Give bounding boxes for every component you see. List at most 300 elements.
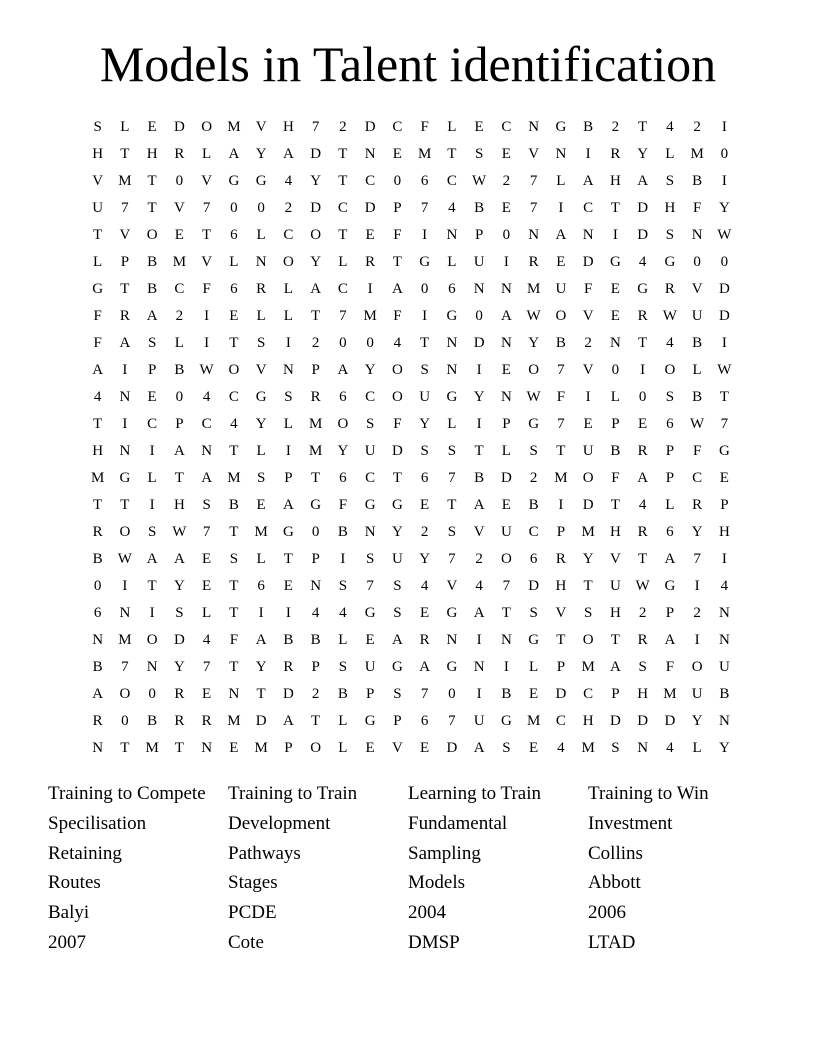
word-list-item: Training to Train [228,783,358,804]
grid-cell: 7 [202,524,211,540]
grid-cell: G [364,605,376,621]
grid-cell: H [146,146,158,162]
grid-cell: C [555,713,566,729]
grid-cell: I [476,416,482,432]
grid-cell: W [526,308,541,324]
grid-cell: D [173,632,185,648]
grid-cell: H [555,578,567,594]
grid-cell: G [119,470,131,486]
grid-cell: L [256,443,266,459]
grid-cell: Y [337,443,349,459]
grid-cell: E [501,146,511,162]
grid-cell: I [340,551,346,567]
grid-cell: S [365,416,375,432]
grid-cell: O [119,524,131,540]
grid-cell: B [310,632,321,648]
grid-cell: S [256,335,266,351]
word-list-item: Collins [588,842,643,864]
grid-cell: G [664,254,676,270]
grid-cell: 7 [557,362,565,378]
grid-cell: T [719,389,729,405]
grid-cell: Y [718,740,730,756]
grid-cell: E [638,416,648,432]
grid-cell: 6 [420,470,429,486]
grid-cell: I [476,686,482,702]
grid-cell: V [582,362,594,378]
word-list-item: Training to Compete [48,783,206,804]
grid-cell: P [393,200,402,216]
grid-cell: S [474,146,484,162]
grid-cell: P [120,254,130,270]
grid-cell: N [446,362,458,378]
grid-cell: F [93,335,102,351]
grid-cell: U [582,443,594,459]
grid-cell: T [638,551,648,567]
grid-cell: 4 [420,578,429,594]
grid-cell: N [282,362,294,378]
grid-cell: W [472,173,487,189]
word-list-item: Investment [588,812,673,834]
grid-cell: 7 [202,659,211,675]
grid-cell: Y [528,335,540,351]
grid-cell: G [255,389,267,405]
grid-cell: V [691,281,703,297]
grid-cell: P [365,686,375,702]
grid-cell: G [446,389,458,405]
grid-cell: T [311,713,321,729]
grid-cell: 7 [202,200,211,216]
grid-cell: R [256,281,267,297]
grid-cell: R [528,254,539,270]
grid-cell: T [311,470,321,486]
grid-cell: E [365,227,375,243]
grid-cell: E [556,254,566,270]
grid-cell: T [229,578,239,594]
grid-cell: Y [255,659,267,675]
grid-cell: O [528,362,540,378]
grid-cell: B [719,686,730,702]
grid-cell: 7 [420,200,429,216]
grid-cell: 0 [475,308,483,324]
grid-cell: W [717,227,732,243]
grid-cell: U [691,308,703,324]
grid-cell: 7 [420,686,429,702]
grid-cell: I [285,605,291,621]
grid-cell: T [229,524,239,540]
grid-cell: N [609,335,621,351]
grid-cell: T [501,605,511,621]
grid-cell: W [199,362,214,378]
grid-cell: B [147,254,158,270]
letter-grid [84,114,738,762]
grid-cell: M [254,524,268,540]
grid-cell: C [337,281,348,297]
grid-cell: D [718,281,730,297]
grid-cell: P [665,605,675,621]
grid-cell: N [446,227,458,243]
grid-cell: 4 [448,200,456,216]
grid-cell: E [202,578,212,594]
grid-cell: 4 [339,605,347,621]
grid-cell: P [175,416,184,432]
grid-cell: V [555,605,567,621]
grid-cell: U [364,443,376,459]
grid-cell: V [391,740,403,756]
grid-cell: W [526,389,541,405]
grid-cell: S [147,335,157,351]
grid-cell: G [364,497,376,513]
grid-cell: O [582,632,594,648]
grid-cell: 0 [121,713,129,729]
grid-cell: B [528,497,539,513]
grid-cell: C [692,470,703,486]
grid-cell: 2 [611,119,620,135]
grid-cell: T [474,443,484,459]
grid-cell: C [147,416,158,432]
grid-cell: E [365,632,375,648]
grid-cell: T [447,146,457,162]
grid-cell: O [391,362,403,378]
grid-cell: A [282,497,294,513]
grid-cell: T [147,200,157,216]
grid-cell: H [92,443,104,459]
grid-cell: N [364,146,376,162]
grid-cell: 7 [502,578,511,594]
grid-cell: I [367,281,373,297]
word-list-item: 2007 [48,931,86,953]
grid-cell: P [556,659,566,675]
grid-cell: V [201,173,213,189]
grid-cell: P [393,713,402,729]
grid-cell: D [364,119,376,135]
grid-cell: O [691,659,703,675]
grid-cell: D [637,227,649,243]
grid-cell: S [229,551,239,567]
grid-cell: P [556,524,566,540]
grid-cell: O [310,227,322,243]
grid-cell: D [255,713,267,729]
word-list-item: 2004 [408,902,446,924]
grid-cell: M [526,713,541,729]
grid-cell: L [283,281,293,297]
grid-cell: R [119,308,130,324]
grid-cell: A [500,308,512,324]
grid-cell: E [610,308,620,324]
grid-cell: T [174,470,184,486]
grid-cell: B [147,713,158,729]
grid-cell: E [583,416,593,432]
grid-cell: B [228,497,239,513]
grid-cell: A [473,740,485,756]
grid-cell: D [473,335,485,351]
grid-cell: G [391,497,403,513]
grid-cell: I [122,416,128,432]
grid-cell: C [174,281,185,297]
grid-cell: T [338,173,348,189]
grid-cell: N [473,281,485,297]
grid-cell: M [308,416,323,432]
grid-cell: S [447,443,457,459]
grid-cell: A [391,281,403,297]
grid-cell: T [120,281,130,297]
grid-cell: D [500,470,512,486]
grid-cell: R [365,254,376,270]
grid-cell: C [365,389,376,405]
grid-cell: V [582,308,594,324]
grid-cell: F [692,443,702,459]
grid-cell: L [338,740,348,756]
grid-cell: T [147,578,157,594]
grid-cell: 7 [311,119,320,135]
grid-cell: 4 [666,119,674,135]
grid-cell: 4 [638,497,647,513]
grid-cell: D [446,740,458,756]
grid-cell: 7 [693,551,701,567]
grid-cell: S [420,362,429,378]
grid-cell: I [558,200,564,216]
grid-cell: 0 [720,254,729,270]
grid-cell: P [611,686,620,702]
grid-cell: S [393,605,402,621]
grid-cell: W [662,308,677,324]
grid-cell: B [692,173,703,189]
grid-cell: A [473,497,485,513]
grid-cell: D [609,713,621,729]
grid-cell: E [420,740,430,756]
grid-cell: T [93,416,103,432]
grid-cell: L [256,551,266,567]
grid-cell: R [419,632,430,648]
grid-cell: 0 [175,173,184,189]
grid-cell: B [610,443,621,459]
grid-cell: S [583,605,593,621]
grid-cell: O [146,227,158,243]
grid-cell: T [610,497,620,513]
grid-cell: U [364,659,376,675]
grid-cell: 0 [448,686,456,702]
grid-cell: N [528,119,540,135]
grid-cell: D [718,308,730,324]
grid-cell: L [501,443,511,459]
grid-cell: D [364,200,376,216]
grid-cell: S [420,443,429,459]
grid-cell: H [609,605,621,621]
grid-cell: Y [473,389,485,405]
grid-cell: B [501,686,512,702]
grid-cell: O [555,308,567,324]
grid-cell: 7 [529,173,538,189]
word-list-item: Abbott [588,872,641,894]
grid-cell: F [611,470,620,486]
grid-cell: G [500,713,512,729]
grid-cell: G [609,254,621,270]
grid-cell: G [446,605,458,621]
grid-cell: F [229,632,239,648]
grid-cell: R [637,632,648,648]
grid-cell: 4 [202,632,211,648]
grid-cell: U [419,389,431,405]
grid-cell: F [556,389,566,405]
grid-cell: N [582,227,594,243]
grid-cell: E [501,497,511,513]
grid-cell: C [446,173,457,189]
grid-cell: M [308,443,323,459]
word-list-item: Training to Win [588,783,709,804]
grid-cell: 2 [475,551,483,567]
grid-cell: M [581,524,595,540]
grid-cell: 7 [366,578,374,594]
grid-cell: C [501,119,512,135]
grid-cell: T [556,443,566,459]
grid-cell: G [664,578,676,594]
grid-cell: U [92,200,104,216]
grid-cell: I [149,497,155,513]
grid-cell: A [637,173,649,189]
grid-cell: F [338,497,348,513]
grid-cell: G [310,497,322,513]
word-list-item: Cote [228,931,264,953]
grid-cell: N [92,632,104,648]
grid-cell: E [283,578,293,594]
grid-cell: L [692,362,702,378]
grid-cell: I [476,632,482,648]
grid-cell: L [93,254,103,270]
grid-cell: T [392,470,402,486]
grid-cell: E [529,686,539,702]
grid-cell: 6 [666,416,674,432]
grid-cell: G [228,173,240,189]
grid-cell: U [691,686,703,702]
grid-cell: 2 [311,686,320,702]
grid-cell: D [528,578,540,594]
grid-cell: Y [173,659,185,675]
grid-cell: G [637,281,649,297]
grid-cell: P [611,416,620,432]
grid-cell: C [528,524,539,540]
grid-cell: O [146,632,158,648]
grid-cell: 4 [311,605,320,621]
grid-cell: 6 [93,605,102,621]
word-list-item: Learning to Train [408,783,541,804]
grid-cell: O [310,740,322,756]
grid-cell: 7 [339,308,347,324]
grid-cell: H [637,686,649,702]
grid-cell: I [422,308,428,324]
grid-cell: 6 [230,281,238,297]
grid-cell: T [447,497,457,513]
grid-cell: Y [691,713,703,729]
grid-cell: S [502,740,511,756]
grid-cell: 2 [693,605,701,621]
grid-cell: C [228,389,239,405]
grid-cell: T [610,632,620,648]
grid-cell: L [147,470,157,486]
grid-cell: H [582,713,594,729]
grid-cell: L [610,389,620,405]
grid-cell: 4 [93,389,102,405]
grid-cell: O [391,389,403,405]
grid-cell: I [721,173,727,189]
grid-cell: P [720,497,729,513]
grid-cell: L [283,416,293,432]
grid-cell: G [555,119,567,135]
grid-cell: M [254,740,268,756]
grid-cell: N [228,686,240,702]
grid-cell: M [227,119,241,135]
grid-cell: A [255,632,267,648]
grid-cell: A [173,551,185,567]
grid-cell: T [120,740,130,756]
grid-cell: H [282,119,294,135]
grid-cell: I [122,578,128,594]
grid-cell: V [609,551,621,567]
grid-cell: I [612,227,618,243]
grid-cell: D [637,200,649,216]
grid-cell: V [473,524,485,540]
grid-cell: 2 [339,119,347,135]
grid-cell: M [581,659,595,675]
grid-cell: C [583,200,594,216]
grid-cell: I [694,578,700,594]
grid-cell: T [338,146,348,162]
grid-cell: D [582,497,594,513]
grid-cell: R [92,524,103,540]
grid-cell: L [529,659,539,675]
grid-cell: Y [718,200,730,216]
grid-cell: C [583,686,594,702]
grid-cell: A [146,551,158,567]
word-list-item: LTAD [588,931,636,953]
grid-cell: E [420,605,430,621]
grid-cell: O [664,362,676,378]
grid-cell: M [227,470,241,486]
word-list-item: Fundamental [408,812,508,834]
grid-cell: D [664,713,676,729]
grid-cell: G [446,659,458,675]
grid-cell: D [310,146,322,162]
grid-cell: B [692,335,703,351]
grid-cell: A [92,686,104,702]
grid-cell: R [555,551,566,567]
grid-cell: M [417,146,432,162]
grid-cell: F [692,200,702,216]
grid-cell: M [227,713,241,729]
grid-cell: 0 [393,173,402,189]
grid-cell: M [554,470,568,486]
grid-cell: T [229,605,239,621]
grid-cell: S [638,659,647,675]
grid-cell: B [92,659,103,675]
grid-cell: G [446,308,458,324]
grid-cell: I [558,497,564,513]
word-list-item: Sampling [408,842,481,864]
grid-cell: S [665,227,675,243]
grid-cell: S [529,443,538,459]
grid-cell: B [283,632,294,648]
grid-cell: A [92,362,104,378]
grid-cell: R [174,146,185,162]
grid-cell: E [392,146,402,162]
grid-cell: 0 [502,227,511,243]
grid-cell: R [283,659,294,675]
grid-cell: A [664,632,676,648]
grid-cell: 2 [502,173,511,189]
grid-cell: 7 [529,200,538,216]
grid-cell: N [718,713,730,729]
grid-cell: F [202,281,211,297]
grid-cell: Y [637,146,649,162]
grid-cell: N [201,443,213,459]
